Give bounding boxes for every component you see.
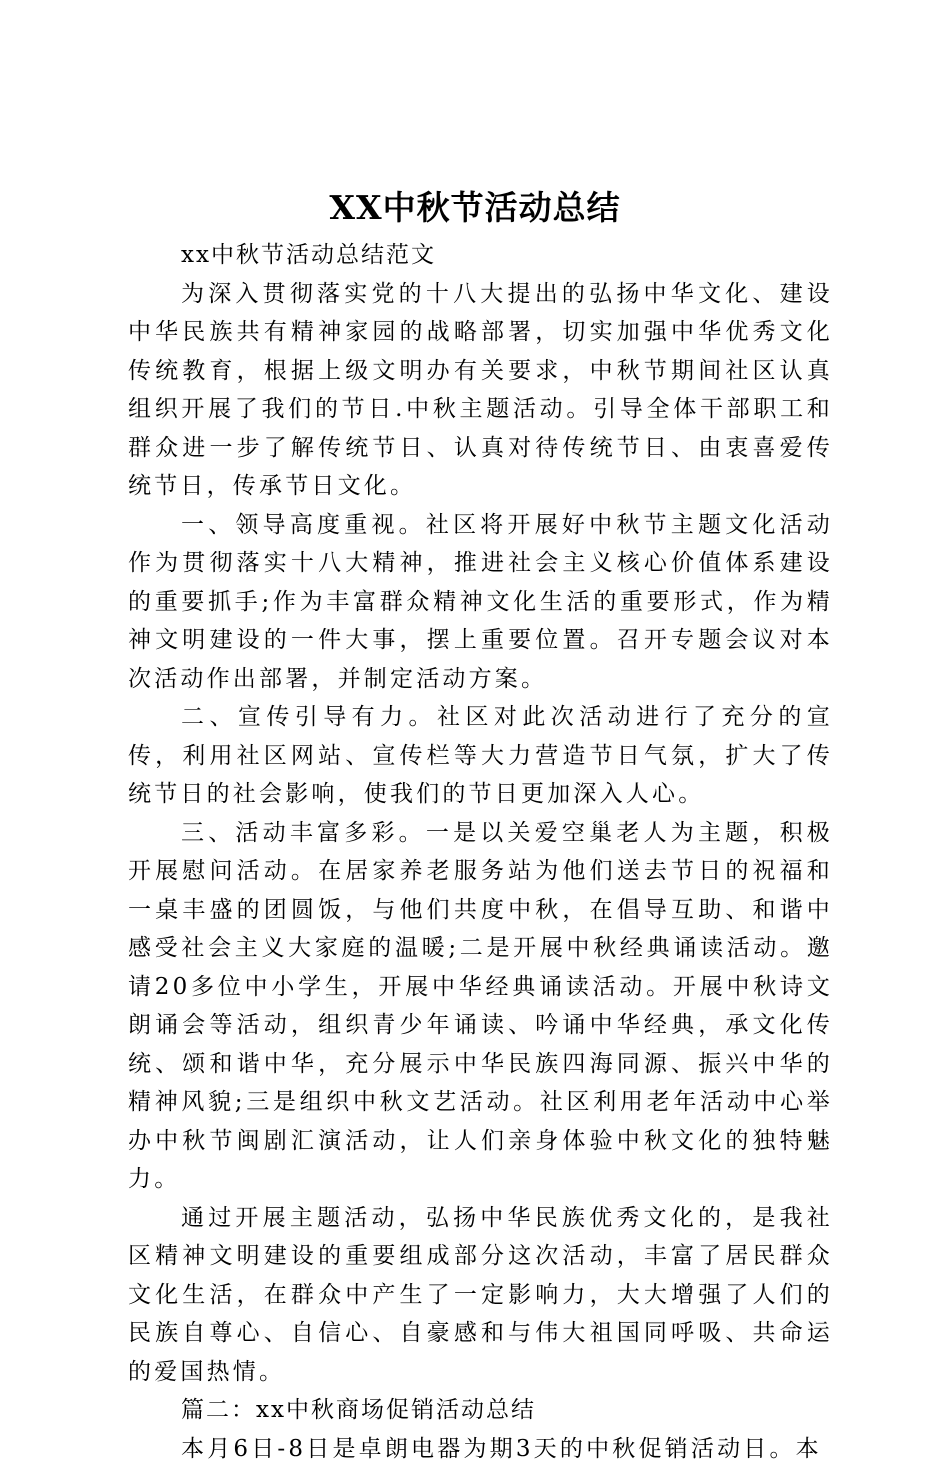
part-two-heading: 篇二：xx中秋商场促销活动总结 — [128, 1391, 833, 1430]
section-two-paragraph: 二、宣传引导有力。社区对此次活动进行了充分的宣传，利用社区网站、宣传栏等大力营造节日气氛，扩大了传统节日的社会影响，使我们的节日更加深入人心。 — [128, 698, 833, 814]
conclusion-paragraph: 通过开展主题活动，弘扬中华民族优秀文化的，是我社区精神文明建设的重要组成部分这次活动，丰富了居民群众文化生活，在群众中产生了一定影响力，大大增强了人们的民族自尊心、自信心、自豪感和与伟大祖国同呼吸、共命运的爱国热情。 — [128, 1199, 833, 1392]
intro-paragraph: 为深入贯彻落实党的十八大提出的弘扬中华文化、建设中华民族共有精神家园的战略部署，切实加强中华优秀文化传统教育，根据上级文明办有关要求，中秋节期间社区认真组织开展了我们的节日.中秋主题活动。引导全体干部职工和群众进一步了解传统节日、认真对待传统节日、由衷喜爱传统节日，传承节日文化。 — [128, 275, 833, 506]
document-body — [128, 236, 833, 1468]
section-one-paragraph: 一、领导高度重视。社区将开展好中秋节主题文化活动作为贯彻落实十八大精神，推进社会主义核心价值体系建设的重要抓手;作为丰富群众精神文化生活的重要形式，作为精神文明建设的一件大事，摆上重要位置。召开专题会议对本次活动作出部署，并制定活动方案。 — [128, 506, 833, 699]
document-title: XX中秋节活动总结 — [0, 183, 950, 233]
section-three-paragraph: 三、活动丰富多彩。一是以关爱空巢老人为主题，积极开展慰问活动。在居家养老服务站为他们送去节日的祝福和一桌丰盛的团圆饭，与他们共度中秋，在倡导互助、和谐中感受社会主义大家庭的温暖;二是开展中秋经典诵读活动。邀请20多位中小学生，开展中华经典诵读活动。开展中秋诗文朗诵会等活动，组织青少年诵读、吟诵中华经典，承文化传统、颂和谐中华，充分展示中华民族四海同源、振兴中华的精神风貌;三是组织中秋文艺活动。社区利用老年活动中心举办中秋节闽剧汇演活动，让人们亲身体验中秋文化的独特魅力。 — [128, 814, 833, 1199]
subtitle-paragraph: xx中秋节活动总结范文 — [128, 236, 833, 275]
part-two-paragraph: 本月6日-8日是卓朗电器为期3天的中秋促销活动日。本 — [128, 1430, 833, 1468]
